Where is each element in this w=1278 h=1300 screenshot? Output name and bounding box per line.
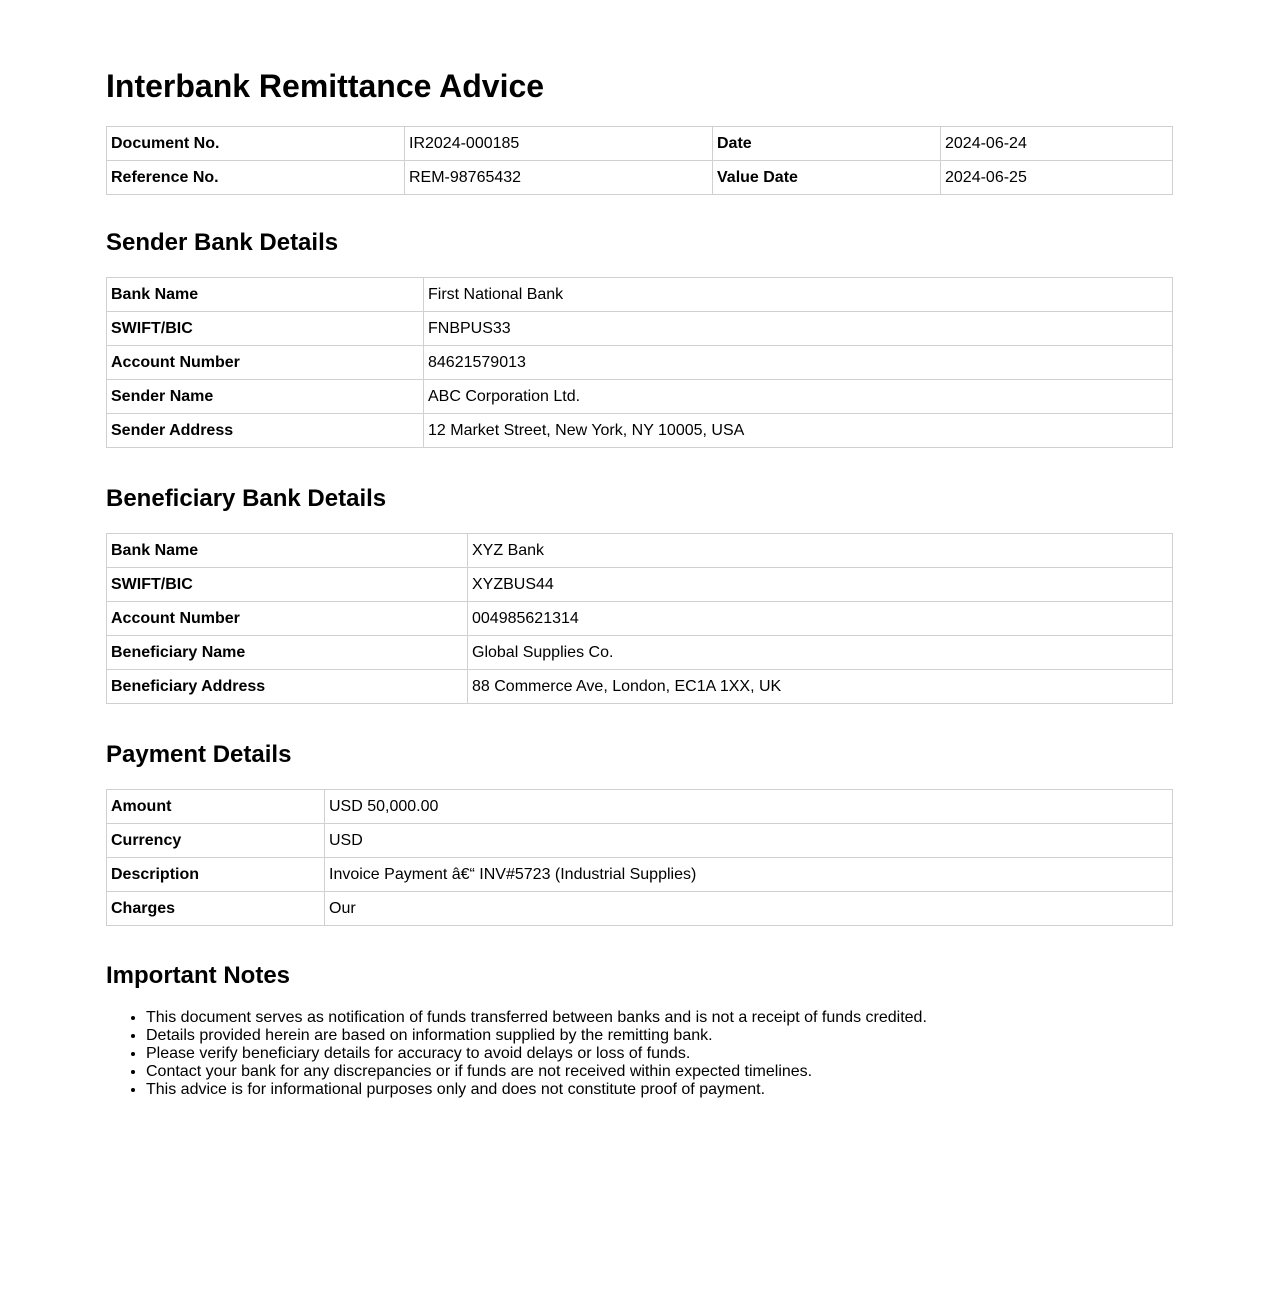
value-date-value: 2024-06-25	[941, 161, 1173, 195]
list-item: • This document serves as notification of funds transferred between banks and is not a receipt of funds credited.	[146, 1009, 1172, 1027]
document-info-table	[106, 126, 1173, 195]
table-row	[107, 278, 1173, 312]
beneficiary-address-label: Beneficiary Address	[107, 670, 468, 704]
beneficiary-details-table	[106, 533, 1173, 704]
table-row	[107, 161, 1173, 195]
beneficiary-name-label: Beneficiary Name	[107, 636, 468, 670]
table-row	[107, 602, 1173, 636]
table-row	[107, 670, 1173, 704]
beneficiary-account-label: Account Number	[107, 602, 468, 636]
table-row	[107, 346, 1173, 380]
table-row	[107, 858, 1173, 892]
list-item: • Details provided herein are based on information supplied by the remitting bank.	[146, 1027, 1172, 1045]
beneficiary-name-value: Global Supplies Co.	[468, 636, 1173, 670]
list-item: • Contact your bank for any discrepancies or if funds are not received within expected timelines.	[146, 1063, 1172, 1081]
beneficiary-swift-label: SWIFT/BIC	[107, 568, 468, 602]
charges-label: Charges	[107, 892, 325, 926]
sender-swift-label: SWIFT/BIC	[107, 312, 424, 346]
beneficiary-bank-name-label: Bank Name	[107, 534, 468, 568]
payment-heading: Payment Details	[106, 741, 292, 768]
notes-heading: Important Notes	[106, 962, 291, 989]
beneficiary-account-value: 004985621314	[468, 602, 1173, 636]
table-row	[107, 892, 1173, 926]
table-row	[107, 534, 1173, 568]
table-row	[107, 380, 1173, 414]
page-title: Interbank Remittance Advice	[106, 68, 545, 104]
date-label: Date	[713, 127, 941, 161]
sender-address-label: Sender Address	[107, 414, 424, 448]
table-row	[107, 312, 1173, 346]
sender-swift-value: FNBPUS33	[424, 312, 1173, 346]
sender-bank-name-label: Bank Name	[107, 278, 424, 312]
sender-bank-name-value: First National Bank	[424, 278, 1173, 312]
sender-heading: Sender Bank Details	[106, 229, 339, 256]
table-row	[107, 414, 1173, 448]
list-item: • Please verify beneficiary details for accuracy to avoid delays or loss of funds.	[146, 1045, 1172, 1063]
amount-value: USD 50,000.00	[325, 790, 1173, 824]
sender-account-value: 84621579013	[424, 346, 1173, 380]
reference-no-value: REM-98765432	[405, 161, 713, 195]
table-row	[107, 636, 1173, 670]
sender-name-value: ABC Corporation Ltd.	[424, 380, 1173, 414]
reference-no-label: Reference No.	[107, 161, 405, 195]
date-value: 2024-06-24	[941, 127, 1173, 161]
beneficiary-address-value: 88 Commerce Ave, London, EC1A 1XX, UK	[468, 670, 1173, 704]
payment-details-table	[106, 789, 1173, 926]
table-row	[107, 790, 1173, 824]
value-date-label: Value Date	[713, 161, 941, 195]
document-no-label: Document No.	[107, 127, 405, 161]
description-label: Description	[107, 858, 325, 892]
notes-list	[106, 1009, 1172, 1099]
table-row	[107, 824, 1173, 858]
currency-value: USD	[325, 824, 1173, 858]
amount-label: Amount	[107, 790, 325, 824]
beneficiary-bank-name-value: XYZ Bank	[468, 534, 1173, 568]
table-row	[107, 127, 1173, 161]
table-row	[107, 568, 1173, 602]
sender-name-label: Sender Name	[107, 380, 424, 414]
sender-account-label: Account Number	[107, 346, 424, 380]
description-value: Invoice Payment â€“ INV#5723 (Industrial Supplies)	[325, 858, 1173, 892]
list-item: • This advice is for informational purposes only and does not constitute proof of payment.	[146, 1081, 1172, 1099]
sender-address-value: 12 Market Street, New York, NY 10005, USA	[424, 414, 1173, 448]
document-no-value: IR2024-000185	[405, 127, 713, 161]
currency-label: Currency	[107, 824, 325, 858]
charges-value: Our	[325, 892, 1173, 926]
beneficiary-swift-value: XYZBUS44	[468, 568, 1173, 602]
sender-details-table	[106, 277, 1173, 448]
beneficiary-heading: Beneficiary Bank Details	[106, 485, 387, 512]
